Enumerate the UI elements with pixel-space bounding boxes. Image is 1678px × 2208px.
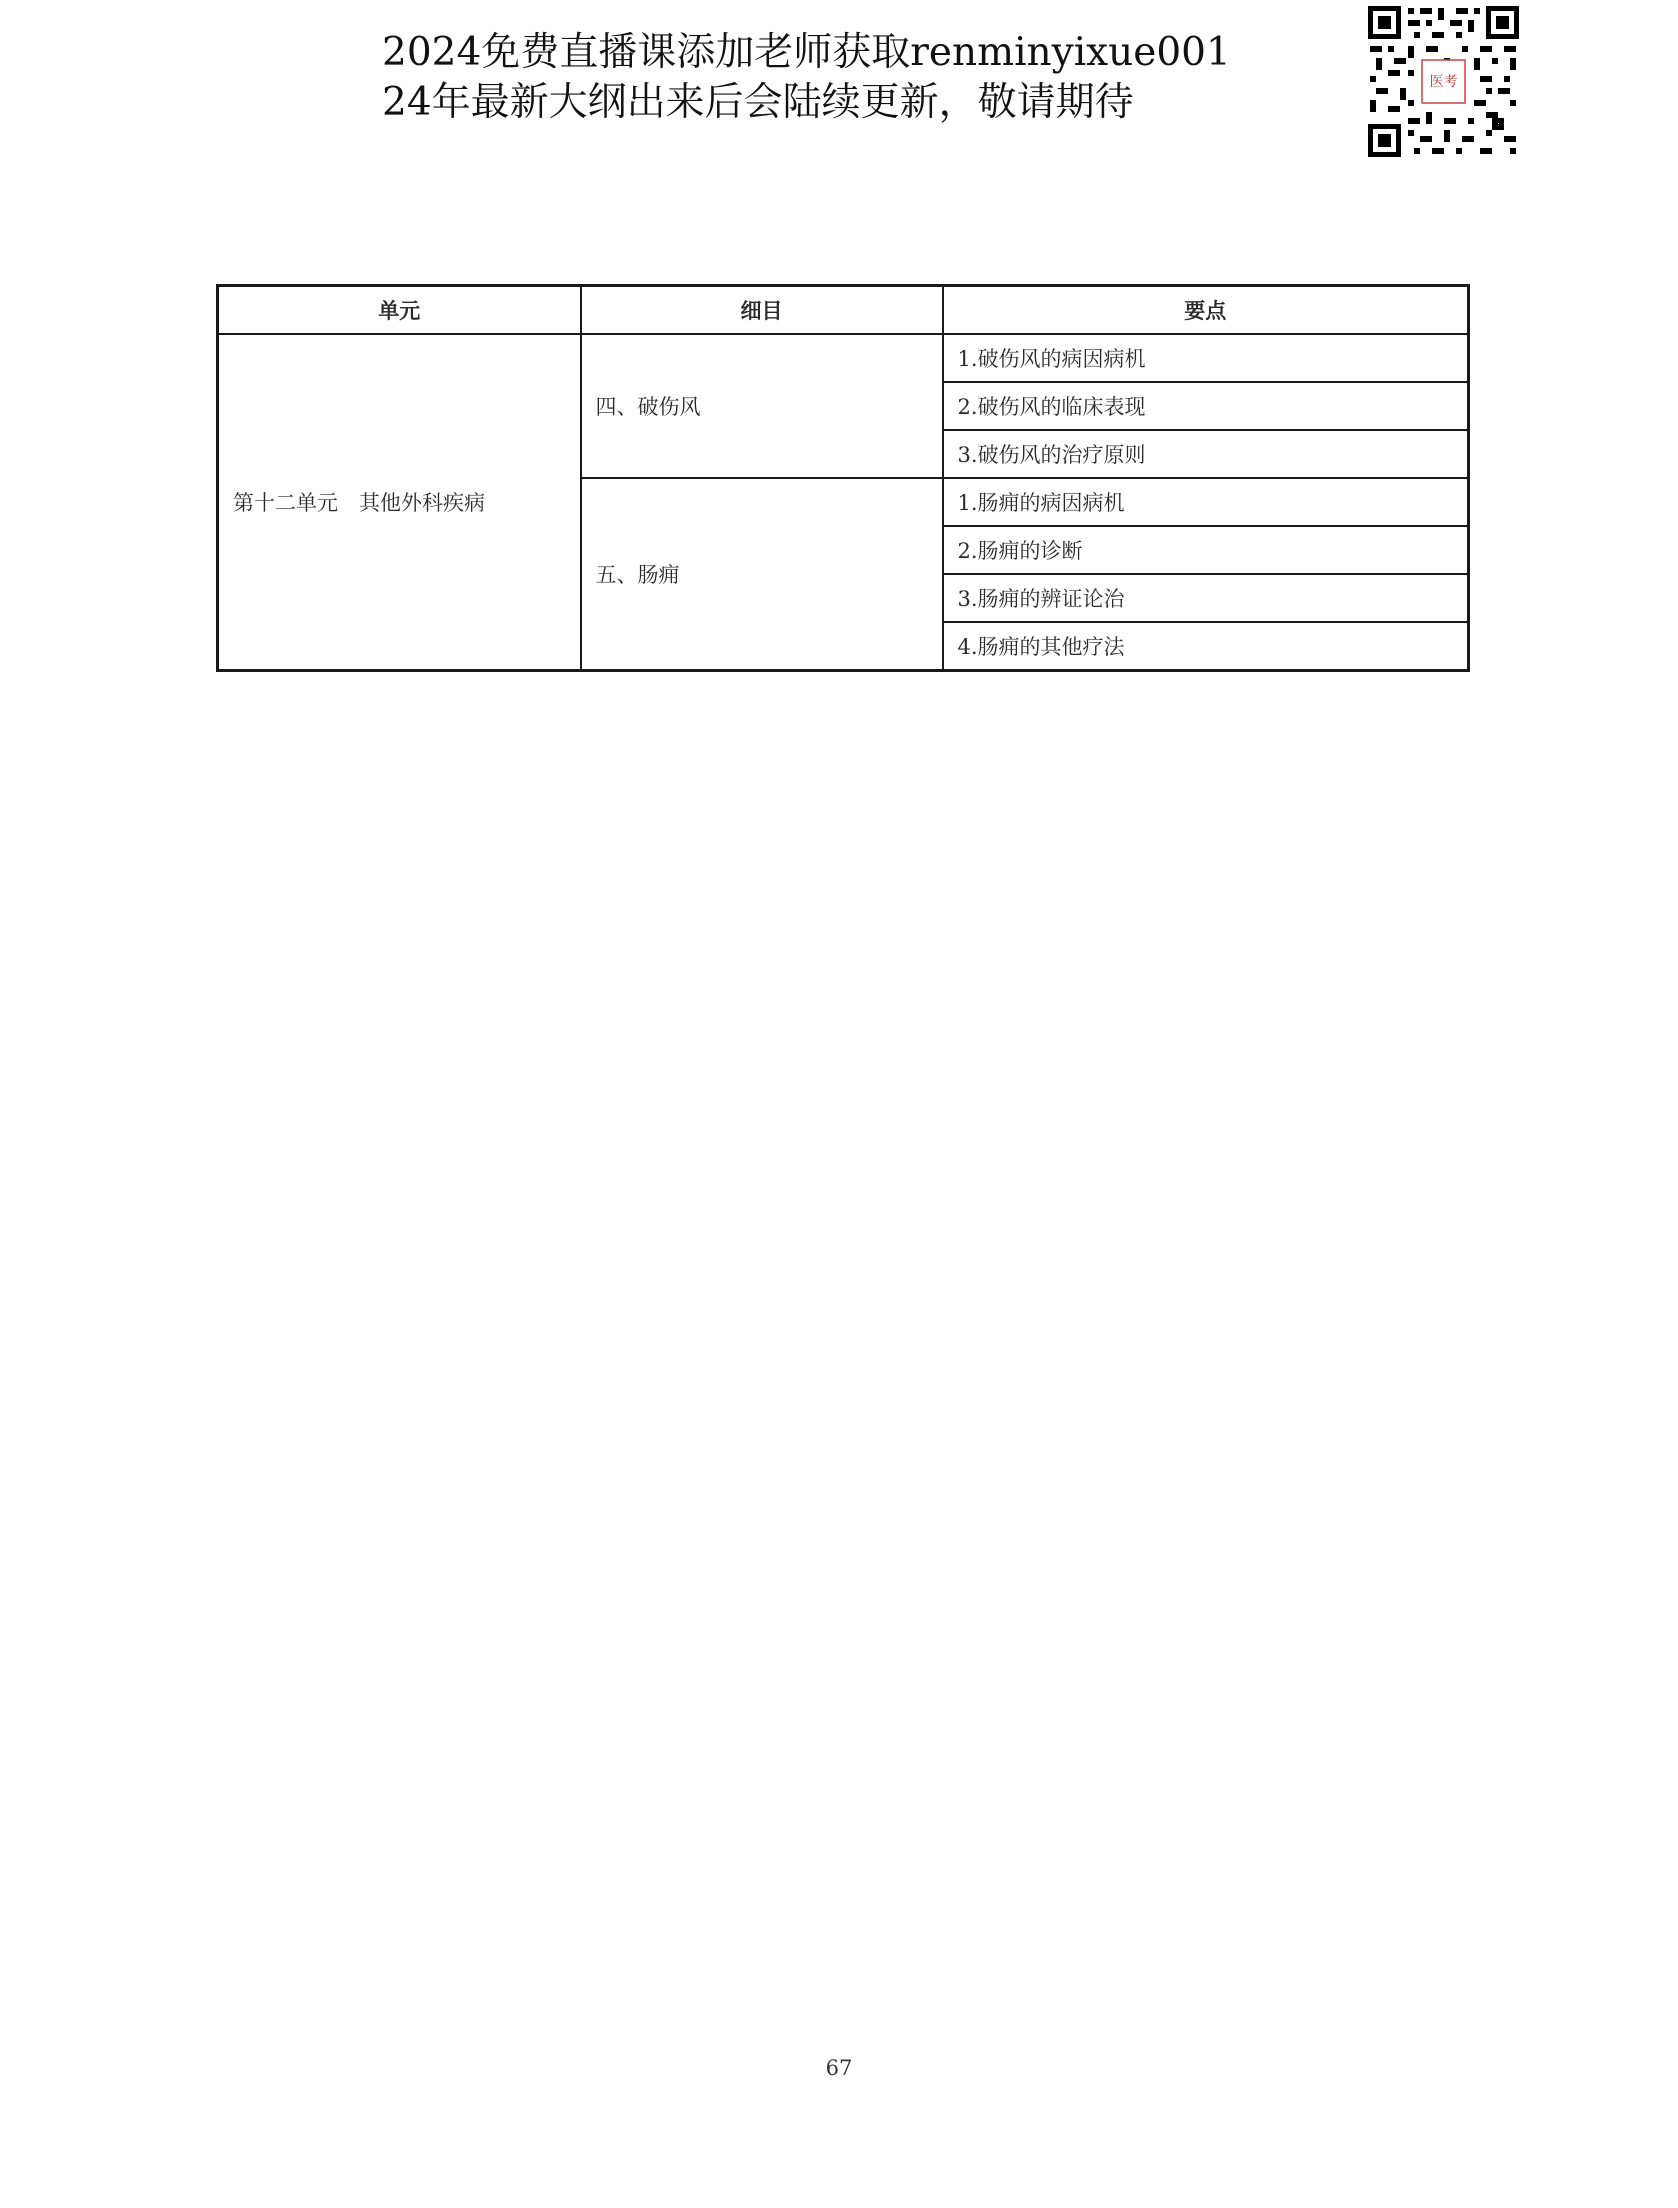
header-item: 细目 bbox=[581, 286, 943, 335]
point-cell: 2.破伤风的临床表现 bbox=[943, 382, 1469, 430]
page-number: 67 bbox=[825, 2056, 853, 2080]
point-cell: 4.肠痈的其他疗法 bbox=[943, 622, 1469, 671]
outline-table-wrapper bbox=[216, 284, 1467, 672]
point-cell: 1.肠痈的病因病机 bbox=[943, 478, 1469, 526]
header-line-1: 2024免费直播课添加老师获取renminyixue001 bbox=[382, 30, 1231, 75]
qr-code bbox=[1366, 4, 1521, 159]
unit-cell: 第十二单元 其他外科疾病 bbox=[218, 334, 581, 671]
page-header bbox=[382, 28, 1231, 128]
point-cell: 1.破伤风的病因病机 bbox=[943, 334, 1469, 382]
point-cell: 2.肠痈的诊断 bbox=[943, 526, 1469, 574]
table-row bbox=[218, 334, 1469, 382]
item-cell: 四、破伤风 bbox=[581, 334, 943, 478]
table-header-row bbox=[218, 286, 1469, 335]
header-points: 要点 bbox=[943, 286, 1469, 335]
item-cell: 五、肠痈 bbox=[581, 478, 943, 671]
header-line-2: 24年最新大纲出来后会陆续更新，敬请期待 bbox=[382, 80, 1134, 125]
outline-table bbox=[216, 284, 1470, 672]
qr-logo-text: 医考 bbox=[1429, 74, 1458, 90]
point-cell: 3.破伤风的治疗原则 bbox=[943, 430, 1469, 478]
header-unit: 单元 bbox=[218, 286, 581, 335]
point-cell: 3.肠痈的辨证论治 bbox=[943, 574, 1469, 622]
